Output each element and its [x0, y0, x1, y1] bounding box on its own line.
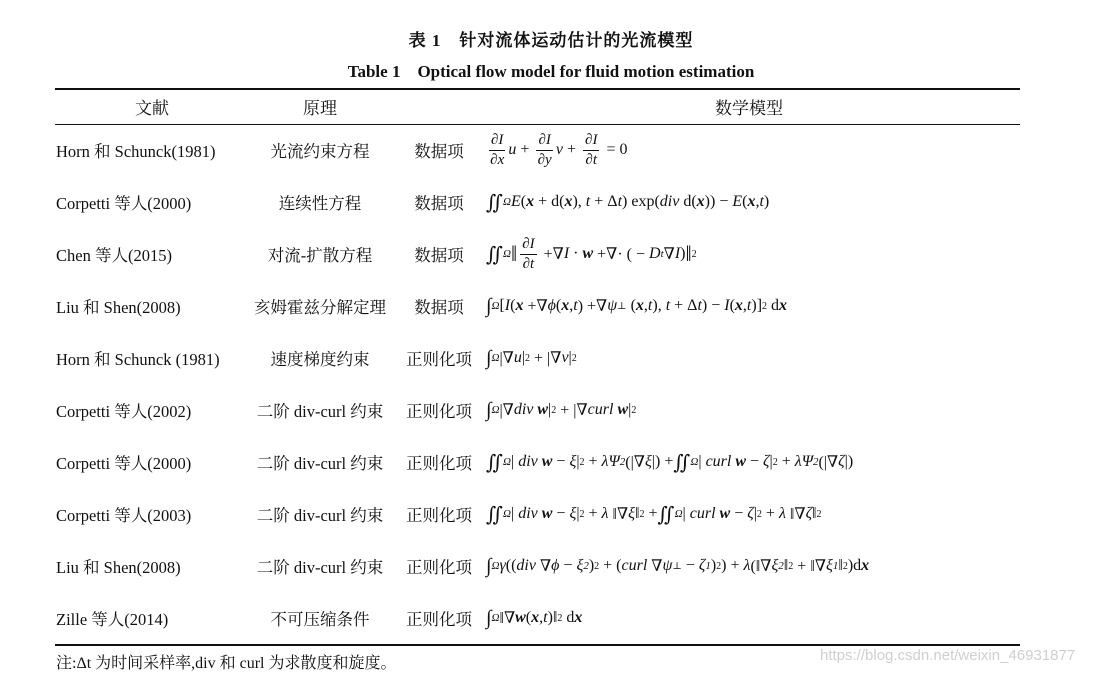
row-term: 数据项 [414, 298, 464, 317]
row-ref: Liu 和 Shen(2008) [56, 558, 181, 577]
row-principle: 二阶 div-curl 约束 [256, 402, 384, 421]
row-term: 正则化项 [406, 610, 472, 629]
row-term: 数据项 [414, 246, 464, 265]
row-model-formula: ∫ Ω |∇ div w | 2 + |∇ curl w | 2 [486, 398, 637, 421]
row-principle: 对流-扩散方程 [267, 246, 373, 265]
header-ref: 文献 [135, 99, 169, 118]
row-model-formula: ∫ Ω γ (( div ∇ ϕ − ξ 2 ) 2 + ( curl ∇ ψ ⊥ − ζ 1 ) 2 ) + λ (‖∇ ξ 2 ‖ 2 + ‖∇ ξ 1 ‖ 2 )d x [486, 554, 870, 577]
bottom-rule [55, 644, 1020, 646]
row-term: 正则化项 [406, 454, 472, 473]
row-term: 数据项 [414, 142, 464, 161]
row-term: 正则化项 [406, 350, 472, 369]
header-principle: 原理 [303, 99, 337, 118]
row-model-formula: ∬ Ω ‖ $\frac{\partial I}{\partial t}$ +∇ I · w +∇· ( − D t ∇ I ) ‖ 2 [486, 235, 697, 272]
table-title-cn: 表 1 针对流体运动估计的光流模型 [408, 31, 694, 50]
table-row [0, 384, 1102, 436]
row-principle: 不可压缩条件 [270, 610, 370, 629]
row-ref: Horn 和 Schunck(1981) [56, 142, 216, 161]
table-note: 注:Δt 为时间采样率,div 和 curl 为求散度和旋度。 [56, 655, 397, 672]
row-ref: Corpetti 等人(2002) [56, 402, 192, 421]
table-row [0, 124, 1102, 176]
table-row [0, 280, 1102, 332]
row-principle: 二阶 div-curl 约束 [256, 558, 384, 577]
row-model-formula: ∫ Ω ‖∇ w ( x , t )‖ 2 d x [486, 606, 583, 629]
row-ref: Horn 和 Schunck (1981) [56, 350, 220, 369]
row-model-formula: $\frac{\partial I}{\partial x}$ u + $\frac{\partial I}{\partial y}$ v + $\frac{\partial I}{\partial t}$ = 0 [490, 131, 628, 168]
row-principle: 二阶 div-curl 约束 [256, 454, 384, 473]
row-term: 正则化项 [406, 402, 472, 421]
row-term: 数据项 [414, 194, 464, 213]
top-rule [55, 88, 1020, 90]
table-row [0, 488, 1102, 540]
table-row [0, 228, 1102, 280]
table-title-en: Table 1 Optical flow model for fluid motion estimation [347, 62, 755, 81]
row-ref: Chen 等人(2015) [56, 246, 172, 265]
row-term: 正则化项 [406, 558, 472, 577]
row-term: 正则化项 [406, 506, 472, 525]
row-principle: 光流约束方程 [270, 142, 370, 161]
row-model-formula: ∬ Ω E ( x + d( x ), t + Δ t ) exp( div d( x )) − E ( x , t ) [486, 191, 770, 214]
watermark-text: https://blog.csdn.net/weixin_46931877 [820, 647, 1076, 664]
table-row [0, 332, 1102, 384]
row-ref: Corpetti 等人(2000) [56, 194, 192, 213]
row-ref: Liu 和 Shen(2008) [56, 298, 181, 317]
table-row [0, 436, 1102, 488]
row-model-formula: ∬ Ω | div w − ξ | 2 + λΨ 2 (|∇ ξ |) + ∬ Ω | curl w − ζ | 2 + λΨ 2 (|∇ ζ |) [486, 451, 854, 474]
row-principle: 速度梯度约束 [270, 350, 370, 369]
header-model: 数学模型 [715, 99, 783, 118]
row-model-formula: ∫ Ω [ I ( x +∇ ϕ ( x , t ) +∇ ψ ⊥ ( x , t ), t + Δ t ) − I ( x , t )] 2 d x [486, 294, 788, 317]
row-model-formula: ∬ Ω | div w − ξ | 2 + λ ‖∇ ξ ‖ 2 + ∬ Ω | curl w − ζ | 2 + λ ‖∇ ζ ‖ 2 [486, 503, 822, 526]
table-row [0, 176, 1102, 228]
row-principle: 亥姆霍兹分解定理 [254, 298, 386, 317]
table-row [0, 540, 1102, 592]
row-model-formula: ∫ Ω |∇ u | 2 + |∇ v | 2 [486, 346, 577, 369]
table-row [0, 592, 1102, 644]
row-principle: 二阶 div-curl 约束 [256, 506, 384, 525]
row-principle: 连续性方程 [278, 194, 362, 213]
row-ref: Corpetti 等人(2003) [56, 506, 192, 525]
row-ref: Zille 等人(2014) [56, 610, 169, 629]
row-ref: Corpetti 等人(2000) [56, 454, 192, 473]
